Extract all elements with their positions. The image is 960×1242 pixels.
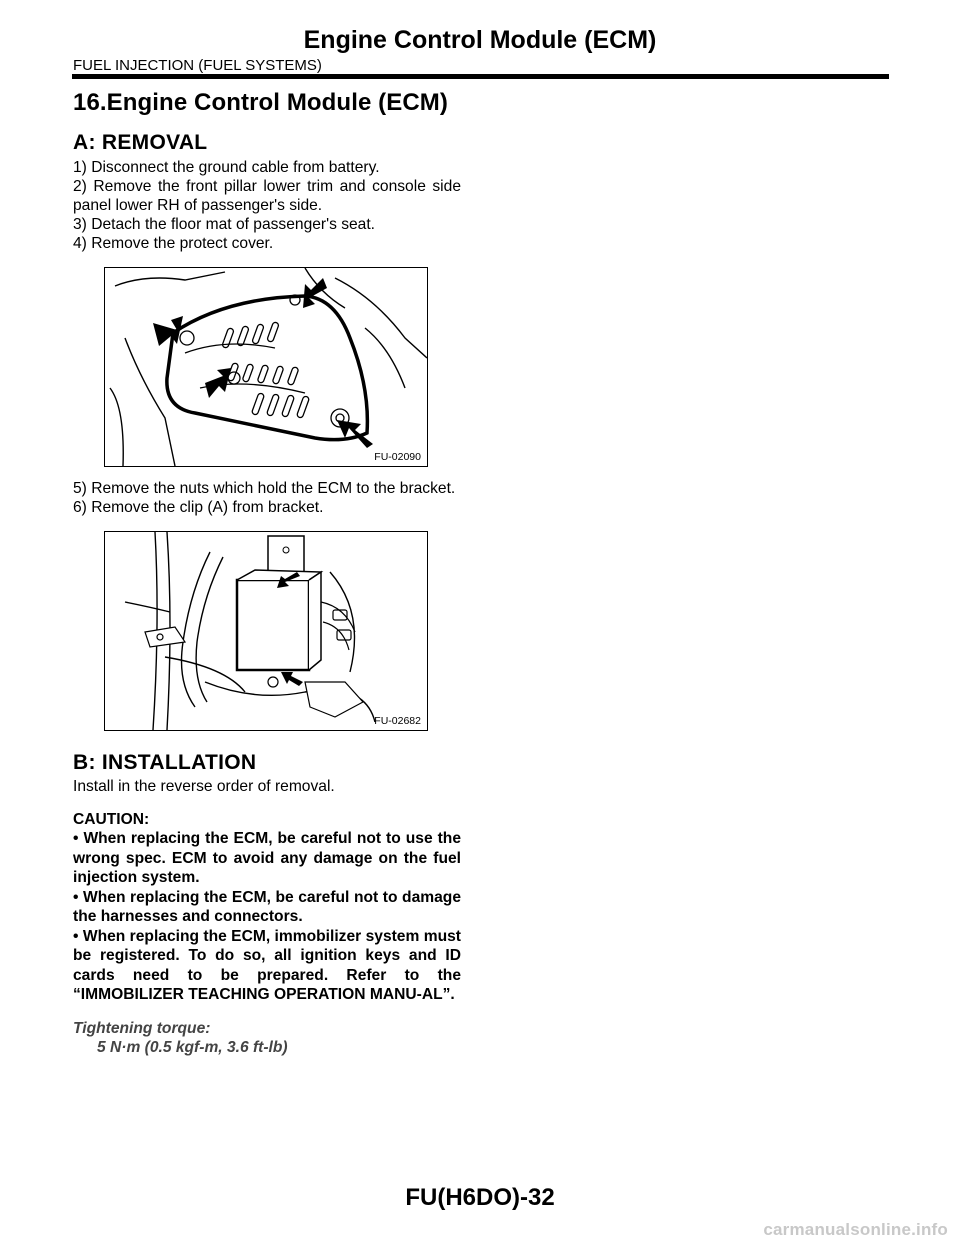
caution-item-1: • When replacing the ECM, be careful not to use the wrong spec. ECM to avoid any damage on the fuel injection system.: [73, 830, 461, 886]
step-5: 5) Remove the nuts which hold the ECM to the bracket.: [73, 480, 456, 497]
ecm-bracket-illustration: [105, 532, 427, 730]
removal-steps-1: [73, 158, 461, 253]
figure-2-label: FU-02682: [374, 715, 421, 727]
header-title: Engine Control Module (ECM): [303, 26, 657, 54]
installation-text: Install in the reverse order of removal.: [73, 778, 335, 795]
torque-value: 5 N·m (0.5 kgf-m, 3.6 ft-lb): [97, 1038, 288, 1056]
step-4: 4) Remove the protect cover.: [73, 235, 274, 252]
step-3: 3) Detach the floor mat of passenger's seat.: [73, 216, 376, 233]
caution-item-3: • When replacing the ECM, immobilizer system must be registered. To do so, all ignition keys and ID cards need to be prepared. Refer to the “IMMOBILIZER TEACHING OPERATION MANU-AL”.: [73, 927, 461, 1003]
caution-item-2: • When replacing the ECM, be careful not to damage the harnesses and connectors.: [73, 888, 461, 925]
step-6: 6) Remove the clip (A) from bracket.: [73, 499, 324, 516]
removal-steps-2: [73, 479, 461, 517]
step-1: 1) Disconnect the ground cable from battery.: [73, 159, 380, 176]
watermark: carmanualsonline.info: [763, 1220, 948, 1239]
torque-label: Tightening torque:: [73, 1019, 211, 1037]
protect-cover-figure: [104, 267, 428, 467]
content-column: [73, 80, 461, 1057]
ecm-bracket-figure: [104, 531, 428, 731]
header-subtitle: FUEL INJECTION (FUEL SYSTEMS): [73, 57, 322, 74]
figure-1-label: FU-02090: [374, 451, 421, 463]
installation-title: B: INSTALLATION: [73, 751, 257, 774]
caution-title: CAUTION:: [73, 811, 150, 828]
header-divider: [72, 74, 889, 79]
step-2: 2) Remove the front pillar lower trim and console side panel lower RH of passenger's side.: [73, 178, 461, 214]
protect-cover-illustration: [105, 268, 427, 466]
section-title: 16.Engine Control Module (ECM): [73, 89, 448, 116]
removal-title: A: REMOVAL: [73, 131, 208, 154]
page-number: FU(H6DO)-32: [405, 1184, 555, 1211]
